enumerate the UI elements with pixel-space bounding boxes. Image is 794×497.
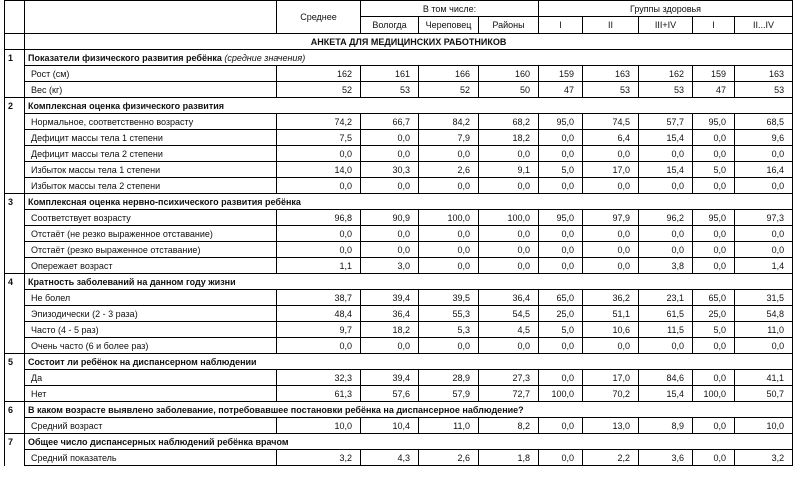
value-cell: 97,3 xyxy=(735,210,793,226)
value-cell: 0,0 xyxy=(479,146,539,162)
subheader-cell: II...IV xyxy=(735,17,793,34)
value-cell: 10,0 xyxy=(735,418,793,434)
section-number: 6 xyxy=(5,402,25,418)
value-cell: 68,2 xyxy=(479,114,539,130)
value-cell: 10,6 xyxy=(583,322,639,338)
value-cell: 39,4 xyxy=(361,370,419,386)
title-index-cell xyxy=(5,34,25,50)
table-row xyxy=(5,130,793,146)
value-cell: 50,7 xyxy=(735,386,793,402)
value-cell: 0,0 xyxy=(693,450,735,466)
value-cell: 0,0 xyxy=(479,338,539,354)
index-cell xyxy=(5,146,25,162)
value-cell: 6,4 xyxy=(583,130,639,146)
index-cell xyxy=(5,370,25,386)
value-cell: 1,1 xyxy=(277,258,361,274)
header-row xyxy=(5,1,793,17)
value-cell: 0,0 xyxy=(539,450,583,466)
value-cell: 5,0 xyxy=(539,162,583,178)
section-title-cell xyxy=(25,434,793,450)
value-cell: 96,2 xyxy=(639,210,693,226)
value-cell: 1,8 xyxy=(479,450,539,466)
value-cell: 50 xyxy=(479,82,539,98)
value-cell: 15,4 xyxy=(639,130,693,146)
section-number: 3 xyxy=(5,194,25,210)
section-header-row xyxy=(5,434,793,450)
value-cell: 0,0 xyxy=(693,418,735,434)
row-label: Соответствует возрасту xyxy=(25,210,277,226)
value-cell: 0,0 xyxy=(583,338,639,354)
value-cell: 23,1 xyxy=(639,290,693,306)
value-cell: 97,9 xyxy=(583,210,639,226)
value-cell: 52 xyxy=(277,82,361,98)
value-cell: 2,6 xyxy=(419,162,479,178)
value-cell: 0,0 xyxy=(479,226,539,242)
corner-cell xyxy=(5,1,25,34)
value-cell: 0,0 xyxy=(693,338,735,354)
value-cell: 17,0 xyxy=(583,162,639,178)
section-header-row xyxy=(5,274,793,290)
value-cell: 163 xyxy=(583,66,639,82)
value-cell: 7,9 xyxy=(419,130,479,146)
value-cell: 52 xyxy=(419,82,479,98)
value-cell: 3,2 xyxy=(277,450,361,466)
value-cell: 14,0 xyxy=(277,162,361,178)
value-cell: 90,9 xyxy=(361,210,419,226)
value-cell: 31,5 xyxy=(735,290,793,306)
section-title: Общее число диспансерных наблюдений ребёнка врачом xyxy=(28,436,289,447)
value-cell: 3,6 xyxy=(639,450,693,466)
value-cell: 0,0 xyxy=(361,130,419,146)
section-title-cell xyxy=(25,194,793,210)
value-cell: 5,3 xyxy=(419,322,479,338)
value-cell: 0,0 xyxy=(735,226,793,242)
table-row xyxy=(5,370,793,386)
index-cell xyxy=(5,66,25,82)
value-cell: 162 xyxy=(277,66,361,82)
value-cell: 74,5 xyxy=(583,114,639,130)
value-cell: 8,2 xyxy=(479,418,539,434)
section-header-row xyxy=(5,50,793,66)
value-cell: 25,0 xyxy=(693,306,735,322)
value-cell: 95,0 xyxy=(693,114,735,130)
value-cell: 3,0 xyxy=(361,258,419,274)
value-cell: 30,3 xyxy=(361,162,419,178)
value-cell: 0,0 xyxy=(639,226,693,242)
value-cell: 0,0 xyxy=(693,178,735,194)
table-row xyxy=(5,338,793,354)
value-cell: 53 xyxy=(583,82,639,98)
table-row xyxy=(5,306,793,322)
subheader-cell: I xyxy=(693,17,735,34)
table-row xyxy=(5,290,793,306)
section-number: 1 xyxy=(5,50,25,66)
value-cell: 53 xyxy=(361,82,419,98)
index-cell xyxy=(5,322,25,338)
value-cell: 160 xyxy=(479,66,539,82)
table-row xyxy=(5,162,793,178)
value-cell: 100,0 xyxy=(419,210,479,226)
value-cell: 57,6 xyxy=(361,386,419,402)
index-cell xyxy=(5,258,25,274)
value-cell: 2,6 xyxy=(419,450,479,466)
value-cell: 0,0 xyxy=(735,146,793,162)
row-label: Да xyxy=(25,370,277,386)
value-cell: 28,9 xyxy=(419,370,479,386)
table-row xyxy=(5,418,793,434)
value-cell: 74,2 xyxy=(277,114,361,130)
index-cell xyxy=(5,162,25,178)
table-row xyxy=(5,450,793,466)
value-cell: 95,0 xyxy=(539,114,583,130)
survey-table xyxy=(4,0,793,466)
value-cell: 0,0 xyxy=(639,178,693,194)
row-label: Часто (4 - 5 раз) xyxy=(25,322,277,338)
value-cell: 3,8 xyxy=(639,258,693,274)
section-number: 5 xyxy=(5,354,25,370)
value-cell: 48,4 xyxy=(277,306,361,322)
value-cell: 0,0 xyxy=(583,226,639,242)
table-row xyxy=(5,242,793,258)
table-row xyxy=(5,322,793,338)
value-cell: 163 xyxy=(735,66,793,82)
section-title-cell xyxy=(25,50,793,66)
value-cell: 100,0 xyxy=(693,386,735,402)
table-row xyxy=(5,114,793,130)
value-cell: 10,0 xyxy=(277,418,361,434)
value-cell: 0,0 xyxy=(539,226,583,242)
index-cell xyxy=(5,338,25,354)
value-cell: 96,8 xyxy=(277,210,361,226)
value-cell: 0,0 xyxy=(539,258,583,274)
value-cell: 0,0 xyxy=(277,226,361,242)
value-cell: 0,0 xyxy=(419,226,479,242)
row-label: Эпизодически (2 - 3 раза) xyxy=(25,306,277,322)
section-header-row xyxy=(5,194,793,210)
value-cell: 11,0 xyxy=(419,418,479,434)
value-cell: 0,0 xyxy=(479,258,539,274)
index-cell xyxy=(5,114,25,130)
section-number: 2 xyxy=(5,98,25,114)
value-cell: 1,4 xyxy=(735,258,793,274)
value-cell: 0,0 xyxy=(693,258,735,274)
value-cell: 39,5 xyxy=(419,290,479,306)
value-cell: 66,7 xyxy=(361,114,419,130)
value-cell: 41,1 xyxy=(735,370,793,386)
form-title: АНКЕТА ДЛЯ МЕДИЦИНСКИХ РАБОТНИКОВ xyxy=(25,34,793,50)
section-title: Состоит ли ребёнок на диспансерном наблюдении xyxy=(28,356,257,367)
section-number: 7 xyxy=(5,434,25,450)
value-cell: 65,0 xyxy=(539,290,583,306)
value-cell: 0,0 xyxy=(639,242,693,258)
value-cell: 17,0 xyxy=(583,370,639,386)
subheader-cell: Вологда xyxy=(361,17,419,34)
index-cell xyxy=(5,306,25,322)
section-number: 4 xyxy=(5,274,25,290)
value-cell: 0,0 xyxy=(277,242,361,258)
index-cell xyxy=(5,386,25,402)
value-cell: 162 xyxy=(639,66,693,82)
value-cell: 0,0 xyxy=(639,338,693,354)
value-cell: 7,5 xyxy=(277,130,361,146)
value-cell: 11,0 xyxy=(735,322,793,338)
value-cell: 54,8 xyxy=(735,306,793,322)
section-title: Комплексная оценка нервно-психического развития ребёнка xyxy=(28,196,301,207)
value-cell: 16,4 xyxy=(735,162,793,178)
value-cell: 18,2 xyxy=(361,322,419,338)
subheader-cell: Череповец xyxy=(419,17,479,34)
form-title-row xyxy=(5,34,793,50)
index-cell xyxy=(5,450,25,466)
value-cell: 0,0 xyxy=(419,178,479,194)
row-label: Средний показатель xyxy=(25,450,277,466)
value-cell: 4,5 xyxy=(479,322,539,338)
value-cell: 0,0 xyxy=(419,258,479,274)
value-cell: 166 xyxy=(419,66,479,82)
section-title: Комплексная оценка физического развития xyxy=(28,100,225,111)
value-cell: 0,0 xyxy=(539,178,583,194)
row-label: Не болел xyxy=(25,290,277,306)
row-label: Дефицит массы тела 2 степени xyxy=(25,146,277,162)
value-cell: 0,0 xyxy=(361,146,419,162)
row-label: Избыток массы тела 2 степени xyxy=(25,178,277,194)
index-cell xyxy=(5,226,25,242)
value-cell: 68,5 xyxy=(735,114,793,130)
section-title-cell xyxy=(25,274,793,290)
value-cell: 25,0 xyxy=(539,306,583,322)
index-cell xyxy=(5,178,25,194)
value-cell: 0,0 xyxy=(539,146,583,162)
value-cell: 27,3 xyxy=(479,370,539,386)
index-cell xyxy=(5,242,25,258)
table-row xyxy=(5,210,793,226)
index-cell xyxy=(5,130,25,146)
value-cell: 54,5 xyxy=(479,306,539,322)
value-cell: 0,0 xyxy=(693,130,735,146)
value-cell: 2,2 xyxy=(583,450,639,466)
value-cell: 0,0 xyxy=(693,226,735,242)
table-row xyxy=(5,146,793,162)
value-cell: 0,0 xyxy=(361,242,419,258)
value-cell: 5,0 xyxy=(693,162,735,178)
value-cell: 65,0 xyxy=(693,290,735,306)
average-header: Среднее xyxy=(277,1,361,34)
value-cell: 5,0 xyxy=(539,322,583,338)
table-row xyxy=(5,82,793,98)
value-cell: 39,4 xyxy=(361,290,419,306)
value-cell: 53 xyxy=(639,82,693,98)
row-label: Опережает возраст xyxy=(25,258,277,274)
value-cell: 0,0 xyxy=(539,338,583,354)
row-label: Дефицит массы тела 1 степени xyxy=(25,130,277,146)
value-cell: 0,0 xyxy=(419,146,479,162)
value-cell: 159 xyxy=(539,66,583,82)
value-cell: 0,0 xyxy=(583,146,639,162)
value-cell: 9,6 xyxy=(735,130,793,146)
value-cell: 3,2 xyxy=(735,450,793,466)
value-cell: 61,3 xyxy=(277,386,361,402)
row-label: Отстаёт (не резко выраженное отставание) xyxy=(25,226,277,242)
section-title-cell xyxy=(25,402,793,418)
value-cell: 84,6 xyxy=(639,370,693,386)
value-cell: 0,0 xyxy=(479,242,539,258)
value-cell: 57,7 xyxy=(639,114,693,130)
value-cell: 159 xyxy=(693,66,735,82)
value-cell: 4,3 xyxy=(361,450,419,466)
section-title: Кратность заболеваний на данном году жизни xyxy=(28,276,236,287)
subheader-cell: Районы xyxy=(479,17,539,34)
value-cell: 0,0 xyxy=(539,242,583,258)
value-cell: 0,0 xyxy=(539,370,583,386)
value-cell: 51,1 xyxy=(583,306,639,322)
subheader-cell: I xyxy=(539,17,583,34)
value-cell: 57,9 xyxy=(419,386,479,402)
value-cell: 0,0 xyxy=(479,178,539,194)
value-cell: 0,0 xyxy=(361,338,419,354)
value-cell: 84,2 xyxy=(419,114,479,130)
value-cell: 0,0 xyxy=(539,130,583,146)
table-row xyxy=(5,226,793,242)
value-cell: 55,3 xyxy=(419,306,479,322)
value-cell: 47 xyxy=(693,82,735,98)
value-cell: 0,0 xyxy=(583,178,639,194)
value-cell: 9,1 xyxy=(479,162,539,178)
table-row xyxy=(5,386,793,402)
including-header: В том числе: xyxy=(361,1,539,17)
section-header-row xyxy=(5,354,793,370)
value-cell: 0,0 xyxy=(735,242,793,258)
value-cell: 0,0 xyxy=(419,242,479,258)
row-label: Избыток массы тела 1 степени xyxy=(25,162,277,178)
value-cell: 8,9 xyxy=(639,418,693,434)
section-note: (средние значения) xyxy=(224,52,306,63)
row-label: Средний возраст xyxy=(25,418,277,434)
value-cell: 0,0 xyxy=(583,242,639,258)
value-cell: 0,0 xyxy=(735,178,793,194)
value-cell: 38,7 xyxy=(277,290,361,306)
value-cell: 70,2 xyxy=(583,386,639,402)
subheader-cell: II xyxy=(583,17,639,34)
value-cell: 0,0 xyxy=(693,242,735,258)
value-cell: 0,0 xyxy=(277,178,361,194)
health-groups-header: Группы здоровья xyxy=(539,1,793,17)
value-cell: 161 xyxy=(361,66,419,82)
value-cell: 5,0 xyxy=(693,322,735,338)
value-cell: 36,4 xyxy=(361,306,419,322)
section-title-cell xyxy=(25,354,793,370)
value-cell: 11,5 xyxy=(639,322,693,338)
index-cell xyxy=(5,290,25,306)
value-cell: 0,0 xyxy=(277,338,361,354)
value-cell: 0,0 xyxy=(539,418,583,434)
section-title-cell xyxy=(25,98,793,114)
value-cell: 72,7 xyxy=(479,386,539,402)
row-label: Рост (см) xyxy=(25,66,277,82)
value-cell: 36,2 xyxy=(583,290,639,306)
row-label: Нет xyxy=(25,386,277,402)
section-header-row xyxy=(5,402,793,418)
value-cell: 0,0 xyxy=(693,146,735,162)
table-row xyxy=(5,258,793,274)
value-cell: 95,0 xyxy=(693,210,735,226)
index-cell xyxy=(5,210,25,226)
value-cell: 36,4 xyxy=(479,290,539,306)
index-cell xyxy=(5,82,25,98)
table-row xyxy=(5,66,793,82)
value-cell: 100,0 xyxy=(479,210,539,226)
value-cell: 0,0 xyxy=(361,226,419,242)
value-cell: 0,0 xyxy=(693,370,735,386)
value-cell: 15,4 xyxy=(639,162,693,178)
value-cell: 9,7 xyxy=(277,322,361,338)
value-cell: 0,0 xyxy=(277,146,361,162)
value-cell: 47 xyxy=(539,82,583,98)
value-cell: 10,4 xyxy=(361,418,419,434)
section-title: В каком возрасте выявлено заболевание, потребовавшее постановки ребёнка на диспансерное наблюдение? xyxy=(28,404,524,415)
section-header-row xyxy=(5,98,793,114)
value-cell: 53 xyxy=(735,82,793,98)
value-cell: 32,3 xyxy=(277,370,361,386)
value-cell: 95,0 xyxy=(539,210,583,226)
label-header-cell xyxy=(25,1,277,34)
row-label: Вес (кг) xyxy=(25,82,277,98)
value-cell: 100,0 xyxy=(539,386,583,402)
value-cell: 13,0 xyxy=(583,418,639,434)
index-cell xyxy=(5,418,25,434)
section-title: Показатели физического развития ребёнка xyxy=(28,52,222,63)
value-cell: 0,0 xyxy=(735,338,793,354)
value-cell: 18,2 xyxy=(479,130,539,146)
row-label: Очень часто (6 и более раз) xyxy=(25,338,277,354)
row-label: Нормальное, соответственно возрасту xyxy=(25,114,277,130)
row-label: Отстаёт (резко выраженное отставание) xyxy=(25,242,277,258)
subheader-cell: III+IV xyxy=(639,17,693,34)
value-cell: 0,0 xyxy=(361,178,419,194)
value-cell: 0,0 xyxy=(419,338,479,354)
table-row xyxy=(5,178,793,194)
value-cell: 0,0 xyxy=(583,258,639,274)
value-cell: 15,4 xyxy=(639,386,693,402)
value-cell: 0,0 xyxy=(639,146,693,162)
value-cell: 61,5 xyxy=(639,306,693,322)
